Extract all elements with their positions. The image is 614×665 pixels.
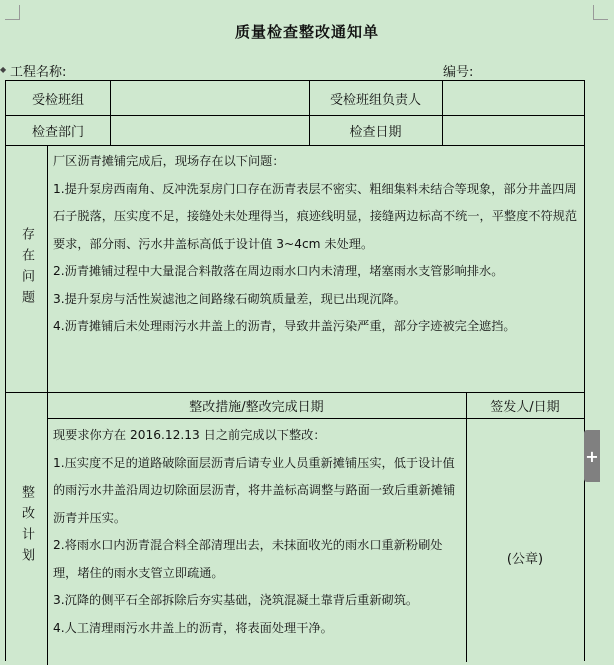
row-divider	[47, 418, 584, 419]
official-seal: (公章)	[506, 551, 544, 567]
signer-header: 签发人/日期	[490, 399, 560, 415]
problems-side-label-cell	[6, 145, 47, 392]
problems-side-label: 存在问题	[19, 226, 34, 311]
number-label: 编号:	[443, 65, 474, 80]
plan-content	[53, 422, 463, 662]
measures-header: 整改措施/整改完成日期	[189, 399, 324, 415]
plan-intro: 现要求你方在 2016.12.13 日之前完成以下整改：	[53, 428, 326, 442]
page-corner-mark-top-right	[593, 5, 608, 20]
inspection-date-label: 检查日期	[349, 124, 402, 140]
plan-item: 3.沉降的侧平石全部拆除后夯实基础，浇筑混凝土靠背后重新砌筑。	[53, 593, 419, 607]
inspection-dept-value[interactable]	[110, 115, 309, 145]
plan-item: 1.压实度不足的道路破除面层沥青后请专业人员重新摊铺压实，低于设计值的雨污水井盖沿周边切除面层沥青，将井盖标高调整与路面一致后重新摊铺沥青并压实。	[53, 455, 456, 525]
plan-side-label-cell	[6, 392, 47, 662]
problems-content	[53, 148, 581, 388]
inspected-team-value[interactable]	[110, 81, 309, 115]
team-leader-value[interactable]	[442, 81, 584, 115]
expand-panel-button[interactable]	[584, 430, 600, 482]
problem-item: 2.沥青摊铺过程中大量混合料散落在周边雨水口内未清理，堵塞雨水支管影响排水。	[53, 264, 504, 278]
project-name-label: 工程名称:	[10, 65, 67, 80]
page-corner-mark-top-left	[5, 5, 20, 20]
problems-intro: 厂区沥青摊铺完成后，现场存在以下问题：	[53, 154, 285, 168]
col-divider	[466, 392, 467, 662]
problem-item: 1.提升泵房西南角、反冲洗泵房门口存在沥青表层不密实、粗细集料未结合等现象，部分井盖四周石子脱落，压实度不足，接缝处未处理得当，痕迹线明显，接缝两边标高不统一，平整度不符规范要求，部分雨、污水井盖标高低于设计值 3~4cm 未处理。	[53, 181, 578, 251]
plan-side-label: 整改计划	[19, 485, 34, 569]
document-title: 质量检查整改通知单	[234, 23, 379, 41]
notice-table	[5, 80, 585, 661]
inspection-dept-label: 检查部门	[31, 124, 84, 140]
plus-icon: +	[585, 446, 599, 466]
problem-item: 3.提升泵房与活性炭滤池之间路缘石砌筑质量差，现已出现沉降。	[53, 291, 406, 306]
plan-item: 2.将雨水口内沥青混合料全部清理出去，未抹面收光的雨水口重新粉刷处理，堵住的雨水支管立即疏通。	[53, 538, 443, 580]
plan-item: 4.人工清理雨污水井盖上的沥青，将表面处理干净。	[53, 620, 333, 635]
team-leader-label: 受检班组负责人	[329, 92, 421, 108]
table-move-handle-icon[interactable]: ◆	[0, 65, 7, 74]
inspection-date-value[interactable]	[442, 115, 584, 145]
inspected-team-label: 受检班组	[31, 92, 84, 108]
problem-item: 4.沥青摊铺后未处理雨污水井盖上的沥青，导致井盖污染严重，部分字迹被完全遮挡。	[53, 319, 516, 333]
row-divider	[6, 145, 584, 146]
